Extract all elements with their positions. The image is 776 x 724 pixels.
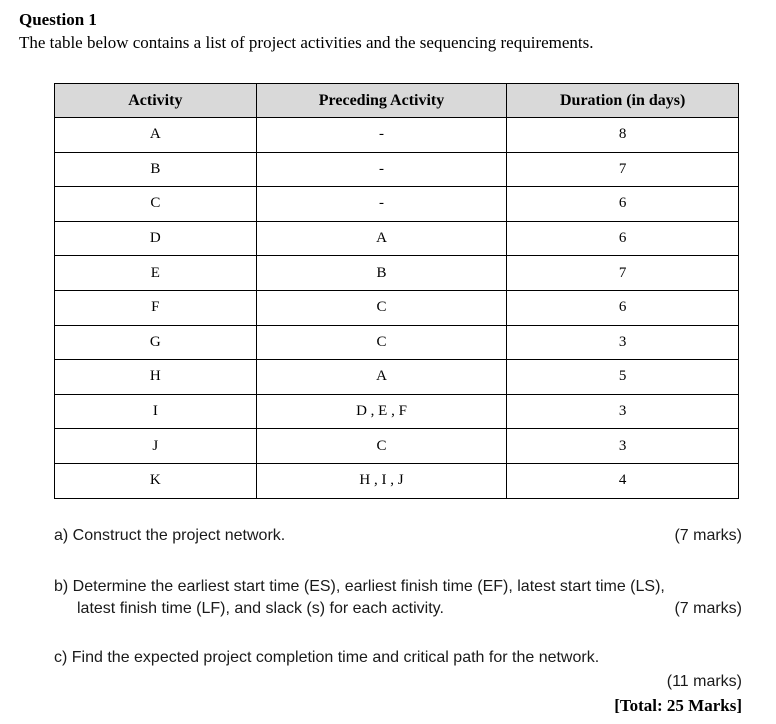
part-b-text-line2: latest finish time (LF), and slack (s) for each activity. — [77, 600, 444, 617]
question-intro: The table below contains a list of project activities and the sequencing requirements. — [19, 33, 594, 52]
part-a-text: a) Construct the project network. — [54, 527, 286, 544]
preceding-cell: A — [256, 221, 507, 256]
duration-cell: 3 — [507, 394, 739, 429]
table-row — [55, 187, 739, 222]
activity-cell: G — [55, 325, 257, 360]
preceding-cell: C — [256, 325, 507, 360]
question-title: Question 1 — [19, 10, 97, 29]
preceding-cell: - — [256, 118, 507, 153]
duration-cell: 4 — [507, 463, 739, 498]
activity-cell: F — [55, 290, 257, 325]
activity-cell: D — [55, 221, 257, 256]
table-row — [55, 325, 739, 360]
preceding-cell: - — [256, 187, 507, 222]
duration-cell: 3 — [507, 429, 739, 464]
preceding-cell: A — [256, 360, 507, 395]
table-row — [55, 221, 739, 256]
duration-cell: 6 — [507, 221, 739, 256]
activity-cell: I — [55, 394, 257, 429]
header-duration: Duration (in days) — [507, 84, 739, 118]
activity-cell: C — [55, 187, 257, 222]
part-a-marks: (7 marks) — [674, 527, 742, 544]
preceding-cell: C — [256, 290, 507, 325]
part-b-text-line1: b) Determine the earliest start time (ES), earliest finish time (EF), latest start time (LS), — [54, 578, 665, 595]
header-activity: Activity — [55, 84, 257, 118]
duration-cell: 8 — [507, 118, 739, 153]
activity-cell: A — [55, 118, 257, 153]
part-c-text: c) Find the expected project completion time and critical path for the network. — [54, 649, 600, 666]
table-row — [55, 152, 739, 187]
header-preceding-activity: Preceding Activity — [256, 84, 507, 118]
activity-cell: K — [55, 463, 257, 498]
duration-cell: 6 — [507, 290, 739, 325]
preceding-cell: D , E , F — [256, 394, 507, 429]
duration-cell: 5 — [507, 360, 739, 395]
activity-cell: H — [55, 360, 257, 395]
activity-cell: E — [55, 256, 257, 291]
preceding-cell: H , I , J — [256, 463, 507, 498]
preceding-cell: B — [256, 256, 507, 291]
activity-cell: B — [55, 152, 257, 187]
table-row — [55, 118, 739, 153]
table-row — [55, 463, 739, 498]
duration-cell: 3 — [507, 325, 739, 360]
duration-cell: 7 — [507, 256, 739, 291]
activity-cell: J — [55, 429, 257, 464]
duration-cell: 6 — [507, 187, 739, 222]
preceding-cell: C — [256, 429, 507, 464]
duration-cell: 7 — [507, 152, 739, 187]
table-row — [55, 256, 739, 291]
preceding-cell: - — [256, 152, 507, 187]
table-row — [55, 394, 739, 429]
part-c-marks: (11 marks) — [666, 673, 742, 690]
table-row — [55, 429, 739, 464]
table-row — [55, 360, 739, 395]
part-b-marks: (7 marks) — [674, 600, 742, 617]
activity-table — [54, 83, 739, 499]
table-row — [55, 290, 739, 325]
table-header-row — [55, 84, 739, 118]
total-marks: [Total: 25 Marks] — [614, 696, 742, 715]
